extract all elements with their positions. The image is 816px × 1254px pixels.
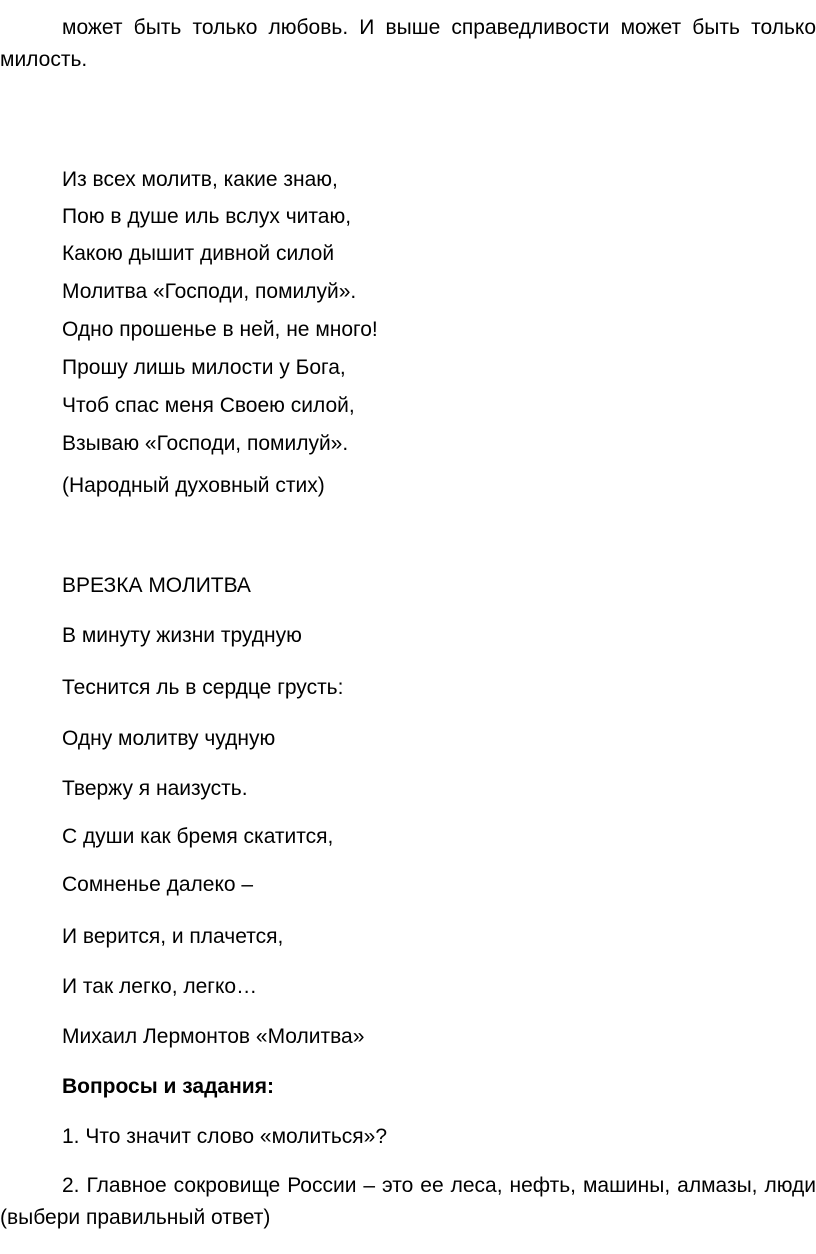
insert-heading: ВРЕЗКА МОЛИТВА: [62, 574, 251, 597]
intro-paragraph: может быть только любовь. И выше справедливости может быть только милость.: [0, 16, 816, 71]
poem-line: Взываю «Господи, помилуй».: [62, 432, 349, 455]
poem-line: Одну молитву чудную: [62, 727, 276, 750]
poem-line: И верится, и плачется,: [62, 925, 284, 948]
poem-attribution: (Народный духовный стих): [62, 474, 325, 497]
poem-line: Какою дышит дивной силой: [62, 242, 335, 265]
poem-line: С души как бремя скатится,: [62, 825, 334, 848]
poem-line: Теснится ль в сердце грусть:: [62, 676, 344, 699]
poem-line: Из всех молитв, какие знаю,: [62, 168, 338, 191]
poem-line: Твержу я наизусть.: [62, 777, 248, 800]
poem-line: И так легко, легко…: [62, 975, 258, 998]
poem-line: В минуту жизни трудную: [62, 624, 302, 647]
poem-line: Молитва «Господи, помилуй».: [62, 280, 357, 303]
poem-line: Одно прошенье в ней, не много!: [62, 318, 378, 341]
insert-attribution: Михаил Лермонтов «Молитва»: [62, 1025, 365, 1048]
questions-heading: Вопросы и задания:: [62, 1075, 274, 1098]
poem-line: Пою в душе иль вслух читаю,: [62, 205, 352, 228]
poem-line: Сомненье далеко –: [62, 873, 254, 896]
question-item: 1. Что значит слово «молиться»?: [62, 1125, 388, 1148]
poem-line: Чтоб спас меня Своею силой,: [62, 394, 355, 417]
question-item: 2. Главное сокровище России – это ее леса, нефть, машины, алмазы, люди (выбери правильный ответ): [0, 1174, 816, 1229]
poem-line: Прошу лишь милости у Бога,: [62, 356, 346, 379]
